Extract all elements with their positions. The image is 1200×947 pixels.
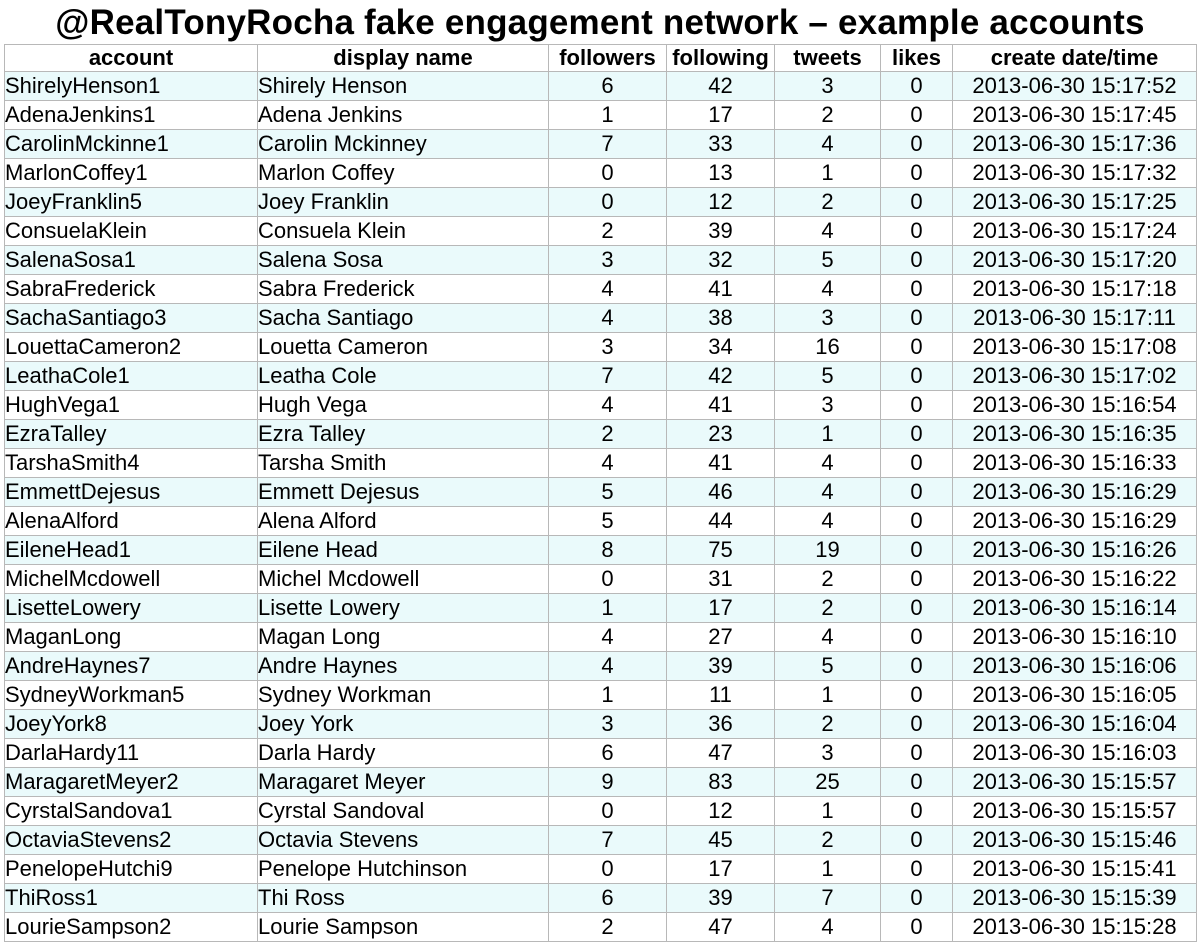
tweets-cell[interactable]: 3 [775,391,881,420]
display-name-cell[interactable]: Tarsha Smith [258,449,549,478]
following-cell[interactable]: 47 [667,913,775,942]
tweets-cell[interactable]: 1 [775,681,881,710]
following-cell[interactable]: 42 [667,72,775,101]
account-cell[interactable]: ConsuelaKlein [5,217,258,246]
display-name-cell[interactable]: Maragaret Meyer [258,768,549,797]
followers-cell[interactable]: 9 [549,768,667,797]
column-header-following[interactable]: following [667,45,775,72]
following-cell[interactable]: 34 [667,333,775,362]
following-cell[interactable]: 31 [667,565,775,594]
likes-cell[interactable]: 0 [881,72,953,101]
account-cell[interactable]: JoeyFranklin5 [5,188,258,217]
followers-cell[interactable]: 7 [549,130,667,159]
following-cell[interactable]: 23 [667,420,775,449]
account-cell[interactable]: LouettaCameron2 [5,333,258,362]
account-cell[interactable]: MichelMcdowell [5,565,258,594]
likes-cell[interactable]: 0 [881,304,953,333]
tweets-cell[interactable]: 5 [775,246,881,275]
create-date-cell[interactable]: 2013-06-30 15:17:25 [953,188,1197,217]
create-date-cell[interactable]: 2013-06-30 15:16:05 [953,681,1197,710]
likes-cell[interactable]: 0 [881,159,953,188]
table-row [5,594,1197,623]
create-date-cell[interactable]: 2013-06-30 15:17:18 [953,275,1197,304]
table-row [5,536,1197,565]
tweets-cell[interactable]: 1 [775,797,881,826]
create-date-cell[interactable]: 2013-06-30 15:15:28 [953,913,1197,942]
create-date-cell[interactable]: 2013-06-30 15:17:11 [953,304,1197,333]
create-date-cell[interactable]: 2013-06-30 15:17:36 [953,130,1197,159]
display-name-cell[interactable]: Louetta Cameron [258,333,549,362]
display-name-cell[interactable]: Alena Alford [258,507,549,536]
create-date-cell[interactable]: 2013-06-30 15:16:54 [953,391,1197,420]
table-row [5,710,1197,739]
likes-cell[interactable]: 0 [881,623,953,652]
display-name-cell[interactable]: Joey Franklin [258,188,549,217]
account-cell[interactable]: CarolinMckinne1 [5,130,258,159]
table-row [5,217,1197,246]
account-cell[interactable]: OctaviaStevens2 [5,826,258,855]
following-cell[interactable]: 39 [667,652,775,681]
tweets-cell[interactable]: 4 [775,130,881,159]
header-row [5,45,1197,72]
display-name-cell[interactable]: Michel Mcdowell [258,565,549,594]
following-cell[interactable]: 41 [667,275,775,304]
following-cell[interactable]: 32 [667,246,775,275]
likes-cell[interactable]: 0 [881,913,953,942]
followers-cell[interactable]: 5 [549,478,667,507]
table-row [5,420,1197,449]
tweets-cell[interactable]: 3 [775,739,881,768]
following-cell[interactable]: 42 [667,362,775,391]
following-cell[interactable]: 83 [667,768,775,797]
display-name-cell[interactable]: Sydney Workman [258,681,549,710]
likes-cell[interactable]: 0 [881,391,953,420]
display-name-cell[interactable]: Penelope Hutchinson [258,855,549,884]
display-name-cell[interactable]: Ezra Talley [258,420,549,449]
account-cell[interactable]: LisetteLowery [5,594,258,623]
display-name-cell[interactable]: Thi Ross [258,884,549,913]
following-cell[interactable]: 44 [667,507,775,536]
likes-cell[interactable]: 0 [881,739,953,768]
likes-cell[interactable]: 0 [881,449,953,478]
display-name-cell[interactable]: Magan Long [258,623,549,652]
account-cell[interactable]: TarshaSmith4 [5,449,258,478]
create-date-cell[interactable]: 2013-06-30 15:16:29 [953,507,1197,536]
likes-cell[interactable]: 0 [881,478,953,507]
table-row [5,739,1197,768]
followers-cell[interactable]: 4 [549,275,667,304]
table-row [5,884,1197,913]
display-name-cell[interactable]: Marlon Coffey [258,159,549,188]
account-cell[interactable]: EmmettDejesus [5,478,258,507]
tweets-cell[interactable]: 4 [775,217,881,246]
followers-cell[interactable]: 2 [549,420,667,449]
create-date-cell[interactable]: 2013-06-30 15:17:24 [953,217,1197,246]
followers-cell[interactable]: 4 [549,304,667,333]
table-row [5,130,1197,159]
likes-cell[interactable]: 0 [881,362,953,391]
following-cell[interactable]: 33 [667,130,775,159]
column-header-account[interactable]: account [5,45,258,72]
tweets-cell[interactable]: 4 [775,623,881,652]
create-date-cell[interactable]: 2013-06-30 15:16:10 [953,623,1197,652]
account-cell[interactable]: SachaSantiago3 [5,304,258,333]
following-cell[interactable]: 12 [667,797,775,826]
accounts-table [4,44,1197,942]
display-name-cell[interactable]: Shirely Henson [258,72,549,101]
account-cell[interactable]: AdenaJenkins1 [5,101,258,130]
tweets-cell[interactable]: 25 [775,768,881,797]
account-cell[interactable]: AndreHaynes7 [5,652,258,681]
table-row [5,913,1197,942]
table-row [5,768,1197,797]
likes-cell[interactable]: 0 [881,420,953,449]
account-cell[interactable]: LourieSampson2 [5,913,258,942]
table-row [5,623,1197,652]
following-cell[interactable]: 11 [667,681,775,710]
followers-cell[interactable]: 1 [549,681,667,710]
display-name-cell[interactable]: Leatha Cole [258,362,549,391]
create-date-cell[interactable]: 2013-06-30 15:15:46 [953,826,1197,855]
display-name-cell[interactable]: Sabra Frederick [258,275,549,304]
tweets-cell[interactable]: 1 [775,159,881,188]
following-cell[interactable]: 47 [667,739,775,768]
following-cell[interactable]: 41 [667,449,775,478]
following-cell[interactable]: 75 [667,536,775,565]
likes-cell[interactable]: 0 [881,710,953,739]
tweets-cell[interactable]: 7 [775,884,881,913]
account-cell[interactable]: PenelopeHutchi9 [5,855,258,884]
account-cell[interactable]: AlenaAlford [5,507,258,536]
table-row [5,72,1197,101]
tweets-cell[interactable]: 2 [775,101,881,130]
account-cell[interactable]: ThiRoss1 [5,884,258,913]
tweets-cell[interactable]: 2 [775,594,881,623]
followers-cell[interactable]: 4 [549,449,667,478]
likes-cell[interactable]: 0 [881,217,953,246]
account-cell[interactable]: CyrstalSandova1 [5,797,258,826]
table-row [5,681,1197,710]
table-row [5,362,1197,391]
tweets-cell[interactable]: 19 [775,536,881,565]
tweets-cell[interactable]: 1 [775,420,881,449]
followers-cell[interactable]: 7 [549,826,667,855]
create-date-cell[interactable]: 2013-06-30 15:16:14 [953,594,1197,623]
display-name-cell[interactable]: Andre Haynes [258,652,549,681]
table-row [5,304,1197,333]
table-row [5,246,1197,275]
create-date-cell[interactable]: 2013-06-30 15:17:08 [953,333,1197,362]
create-date-cell[interactable]: 2013-06-30 15:17:52 [953,72,1197,101]
tweets-cell[interactable]: 4 [775,913,881,942]
following-cell[interactable]: 17 [667,855,775,884]
followers-cell[interactable]: 6 [549,739,667,768]
display-name-cell[interactable]: Lourie Sampson [258,913,549,942]
display-name-cell[interactable]: Darla Hardy [258,739,549,768]
display-name-cell[interactable]: Consuela Klein [258,217,549,246]
display-name-cell[interactable]: Octavia Stevens [258,826,549,855]
account-cell[interactable]: JoeyYork8 [5,710,258,739]
create-date-cell[interactable]: 2013-06-30 15:16:35 [953,420,1197,449]
table-row [5,826,1197,855]
account-cell[interactable]: EzraTalley [5,420,258,449]
table-row [5,652,1197,681]
following-cell[interactable]: 12 [667,188,775,217]
following-cell[interactable]: 38 [667,304,775,333]
tweets-cell[interactable]: 2 [775,710,881,739]
account-cell[interactable]: ShirelyHenson1 [5,72,258,101]
create-date-cell[interactable]: 2013-06-30 15:16:04 [953,710,1197,739]
following-cell[interactable]: 13 [667,159,775,188]
create-date-cell[interactable]: 2013-06-30 15:16:22 [953,565,1197,594]
create-date-cell[interactable]: 2013-06-30 15:15:41 [953,855,1197,884]
followers-cell[interactable]: 7 [549,362,667,391]
tweets-cell[interactable]: 4 [775,478,881,507]
following-cell[interactable]: 46 [667,478,775,507]
followers-cell[interactable]: 6 [549,72,667,101]
likes-cell[interactable]: 0 [881,188,953,217]
account-cell[interactable]: SalenaSosa1 [5,246,258,275]
likes-cell[interactable]: 0 [881,275,953,304]
create-date-cell[interactable]: 2013-06-30 15:17:20 [953,246,1197,275]
tweets-cell[interactable]: 4 [775,507,881,536]
create-date-cell[interactable]: 2013-06-30 15:16:03 [953,739,1197,768]
account-cell[interactable]: HughVega1 [5,391,258,420]
followers-cell[interactable]: 4 [549,391,667,420]
following-cell[interactable]: 36 [667,710,775,739]
tweets-cell[interactable]: 2 [775,188,881,217]
display-name-cell[interactable]: Carolin Mckinney [258,130,549,159]
display-name-cell[interactable]: Emmett Dejesus [258,478,549,507]
followers-cell[interactable]: 0 [549,188,667,217]
followers-cell[interactable]: 3 [549,710,667,739]
likes-cell[interactable]: 0 [881,507,953,536]
table-row [5,275,1197,304]
likes-cell[interactable]: 0 [881,101,953,130]
followers-cell[interactable]: 0 [549,565,667,594]
following-cell[interactable]: 17 [667,594,775,623]
create-date-cell[interactable]: 2013-06-30 15:16:26 [953,536,1197,565]
followers-cell[interactable]: 2 [549,217,667,246]
followers-cell[interactable]: 0 [549,797,667,826]
display-name-cell[interactable]: Sacha Santiago [258,304,549,333]
tweets-cell[interactable]: 5 [775,362,881,391]
account-cell[interactable]: DarlaHardy11 [5,739,258,768]
create-date-cell[interactable]: 2013-06-30 15:17:45 [953,101,1197,130]
likes-cell[interactable]: 0 [881,826,953,855]
table-row [5,188,1197,217]
tweets-cell[interactable]: 2 [775,565,881,594]
table-row [5,159,1197,188]
likes-cell[interactable]: 0 [881,855,953,884]
table-body [5,72,1197,942]
display-name-cell[interactable]: Cyrstal Sandoval [258,797,549,826]
followers-cell[interactable]: 5 [549,507,667,536]
create-date-cell[interactable]: 2013-06-30 15:16:29 [953,478,1197,507]
followers-cell[interactable]: 4 [549,623,667,652]
table-row [5,333,1197,362]
tweets-cell[interactable]: 3 [775,72,881,101]
display-name-cell[interactable]: Hugh Vega [258,391,549,420]
create-date-cell[interactable]: 2013-06-30 15:15:57 [953,768,1197,797]
likes-cell[interactable]: 0 [881,681,953,710]
table-row [5,101,1197,130]
table-row [5,478,1197,507]
display-name-cell[interactable]: Adena Jenkins [258,101,549,130]
account-cell[interactable]: LeathaCole1 [5,362,258,391]
following-cell[interactable]: 27 [667,623,775,652]
column-header-display-name[interactable]: display name [258,45,549,72]
display-name-cell[interactable]: Lisette Lowery [258,594,549,623]
table-row [5,855,1197,884]
likes-cell[interactable]: 0 [881,768,953,797]
account-cell[interactable]: MarlonCoffey1 [5,159,258,188]
followers-cell[interactable]: 1 [549,594,667,623]
account-cell[interactable]: SabraFrederick [5,275,258,304]
create-date-cell[interactable]: 2013-06-30 15:17:32 [953,159,1197,188]
column-header-tweets[interactable]: tweets [775,45,881,72]
followers-cell[interactable]: 3 [549,333,667,362]
account-cell[interactable]: MaganLong [5,623,258,652]
likes-cell[interactable]: 0 [881,333,953,362]
display-name-cell[interactable]: Eilene Head [258,536,549,565]
display-name-cell[interactable]: Salena Sosa [258,246,549,275]
display-name-cell[interactable]: Joey York [258,710,549,739]
column-header-create-date[interactable]: create date/time [953,45,1197,72]
followers-cell[interactable]: 2 [549,913,667,942]
create-date-cell[interactable]: 2013-06-30 15:16:06 [953,652,1197,681]
table-row [5,449,1197,478]
followers-cell[interactable]: 0 [549,855,667,884]
followers-cell[interactable]: 0 [549,159,667,188]
likes-cell[interactable]: 0 [881,565,953,594]
create-date-cell[interactable]: 2013-06-30 15:15:39 [953,884,1197,913]
likes-cell[interactable]: 0 [881,884,953,913]
following-cell[interactable]: 41 [667,391,775,420]
create-date-cell[interactable]: 2013-06-30 15:15:57 [953,797,1197,826]
following-cell[interactable]: 39 [667,217,775,246]
likes-cell[interactable]: 0 [881,246,953,275]
account-cell[interactable]: MaragaretMeyer2 [5,768,258,797]
following-cell[interactable]: 17 [667,101,775,130]
tweets-cell[interactable]: 5 [775,652,881,681]
likes-cell[interactable]: 0 [881,594,953,623]
following-cell[interactable]: 45 [667,826,775,855]
followers-cell[interactable]: 8 [549,536,667,565]
table-row [5,507,1197,536]
column-header-followers[interactable]: followers [549,45,667,72]
table-row [5,391,1197,420]
likes-cell[interactable]: 0 [881,797,953,826]
account-cell[interactable]: EileneHead1 [5,536,258,565]
followers-cell[interactable]: 1 [549,101,667,130]
followers-cell[interactable]: 3 [549,246,667,275]
tweets-cell[interactable]: 16 [775,333,881,362]
column-header-likes[interactable]: likes [881,45,953,72]
tweets-cell[interactable]: 3 [775,304,881,333]
tweets-cell[interactable]: 2 [775,826,881,855]
create-date-cell[interactable]: 2013-06-30 15:16:33 [953,449,1197,478]
likes-cell[interactable]: 0 [881,536,953,565]
table-row [5,797,1197,826]
tweets-cell[interactable]: 4 [775,449,881,478]
create-date-cell[interactable]: 2013-06-30 15:17:02 [953,362,1197,391]
followers-cell[interactable]: 6 [549,884,667,913]
table-row [5,565,1197,594]
followers-cell[interactable]: 4 [549,652,667,681]
account-cell[interactable]: SydneyWorkman5 [5,681,258,710]
tweets-cell[interactable]: 4 [775,275,881,304]
following-cell[interactable]: 39 [667,884,775,913]
likes-cell[interactable]: 0 [881,130,953,159]
tweets-cell[interactable]: 1 [775,855,881,884]
likes-cell[interactable]: 0 [881,652,953,681]
sheet-title: @RealTonyRocha fake engagement network – example accounts [55,3,1145,42]
